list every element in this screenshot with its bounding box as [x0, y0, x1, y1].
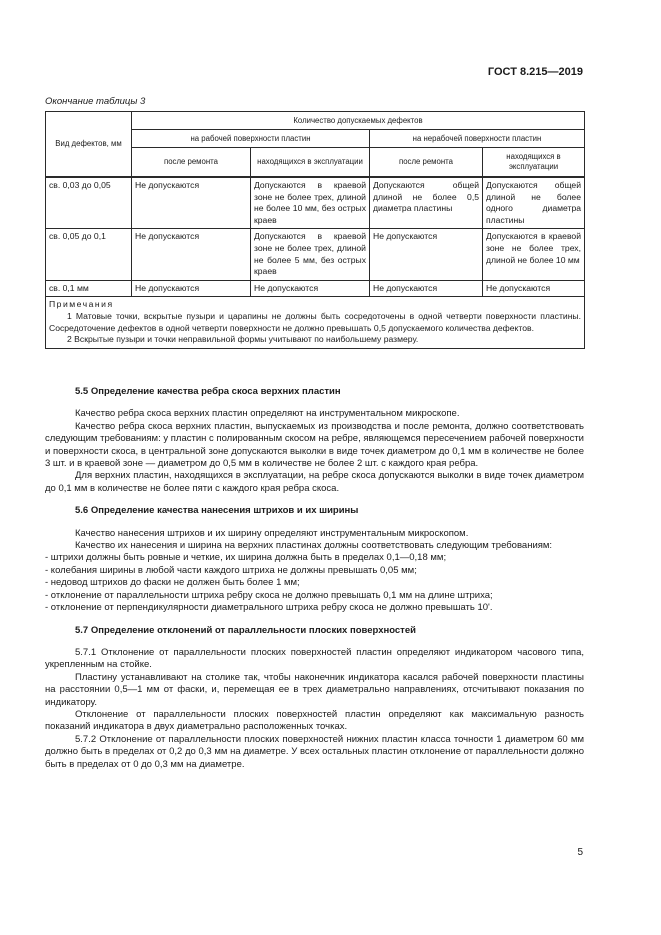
- table-cell: Допускаются общей длиной не более 0,5 диаметра пластины: [370, 177, 483, 229]
- paragraph: Качество нанесения штрихов и их ширину определяют инструментальным микроскопом.: [75, 527, 469, 539]
- header-after-repair: после ремонта: [370, 148, 483, 178]
- paragraph: Качество их нанесения и ширина на верхних пластинах должны соответствовать следующим требованиям:: [75, 540, 553, 552]
- paragraph: Пластину устанавливают на столике так, чтобы наконечник индикатора касался рабочей поверхности пластины на расстоянии 0,5—1 мм от фаски, и, перемещая ее в трех диаметрально направлениях, отсчитывают показания по индикатору.: [45, 671, 584, 708]
- table-cell: Не допускаются: [370, 280, 483, 297]
- paragraph: 5.7.2 Отклонение от параллельности плоских поверхностей нижних пластин класса точности 1 диаметром 60 мм должно быть в пределах от 0,2 до 0,3 мм на диаметре. У всех остальных пластин отклонение от параллельности должно быть в пределах от 0 до 0,3 мм на диаметре.: [45, 733, 584, 770]
- header-defect-type: Вид дефектов, мм: [46, 112, 132, 178]
- table-cell: Не допускаются: [483, 280, 585, 297]
- defects-table: [45, 111, 585, 349]
- paragraph: Для верхних пластин, находящихся в эксплуатации, на ребре скоса допускаются выколки в виде точек диаметром до 0,1 мм в количестве не более пяти с каждого края ребра скоса.: [45, 470, 584, 494]
- notes-heading: Примечания: [49, 299, 114, 310]
- header-in-use: находящихся в эксплуатации: [483, 148, 585, 178]
- table-cell: Не допускаются: [132, 177, 251, 229]
- document-body: [45, 386, 584, 771]
- list-item: - штрихи должны быть ровные и четкие, их ширина должна быть в пределах 0,1—0,18 мм;: [45, 552, 447, 564]
- note-2: 2 Вскрытые пузыри и точки неправильной формы учитывают по наибольшему размеру.: [67, 334, 419, 345]
- table-cell: Допускаются общей длиной не более одного диаметра пластины: [483, 177, 585, 229]
- list-item: - отклонение от параллельности штриха ребру скоса не должно превышать 0,1 мм на длине штриха;: [45, 589, 493, 601]
- section-5-7-title: 5.7 Определение отклонений от параллельности плоских поверхностей: [75, 624, 416, 636]
- paragraph: Отклонение от параллельности плоских поверхностей пластин определяют как максимальную разность показаний индикатора в двух диаметрально расположенных точках.: [45, 708, 584, 733]
- header-nonworking-surface: на нерабочей поверхности пластин: [370, 130, 585, 148]
- list-item: - недовод штрихов до фаски не должен быть более 1 мм;: [45, 577, 300, 589]
- table-cell: Не допускаются: [132, 229, 251, 280]
- table-cell: Не допускаются: [370, 229, 483, 280]
- table-row: [46, 177, 585, 229]
- note-1: 1 Матовые точки, вскрытые пузыри и царапины не должны быть сосредоточены в одной четверти поверхности пластины. Сосредоточение дефектов в одной четверти поверхности не должно превышать 0,5 допускаемого количества дефектов.: [49, 310, 581, 333]
- cell-defect-size: св. 0,03 до 0,05: [46, 177, 132, 229]
- table-row: [46, 280, 585, 297]
- header-in-use: находящихся в эксплуатации: [251, 148, 370, 178]
- table-cell: Допускаются в краевой зоне не более трех, длиной не более 10 мм: [483, 229, 585, 280]
- table-cell: Не допускаются: [132, 280, 251, 297]
- section-5-5-title: 5.5 Определение качества ребра скоса верхних пластин: [75, 386, 341, 397]
- cell-defect-size: св. 0,1 мм: [46, 280, 132, 297]
- page-number: 5: [577, 847, 583, 858]
- table-cell: Не допускаются: [251, 280, 370, 297]
- table-row: [46, 229, 585, 280]
- header-working-surface: на рабочей поверхности пластин: [132, 130, 370, 148]
- section-5-6-title: 5.6 Определение качества нанесения штрихов и их ширины: [75, 505, 359, 517]
- list-item: - колебания ширины в любой части каждого штриха не должны превышать 0,05 мм;: [45, 564, 417, 576]
- document-code: ГОСТ 8.215—2019: [487, 66, 583, 78]
- paragraph: Качество ребра скоса верхних пластин, выпускаемых из производства и после ремонта, должно соответствовать следующим требованиям: у пластин с полированным скосом на ребре, являющемся пересечением рабочей поверхности и поверхности скоса, в центральной зоне допускаются выколки в виде точек диаметром до 0,1 мм в количестве не более 3 шт. и в краевой зоне — диаметром до 0,5 мм в количестве не более 2 шт. с каждого края ребра.: [45, 420, 584, 470]
- list-item: - отклонение от перпендикулярности диаметрального штриха ребру скоса не должно превышать 10'.: [45, 602, 493, 614]
- paragraph: 5.7.1 Отклонение от параллельности плоских поверхностей пластин определяют индикатором часового типа, укрепленным на стойке.: [45, 646, 584, 671]
- header-allowed-count: Количество допускаемых дефектов: [132, 112, 585, 130]
- table-notes: [46, 297, 585, 348]
- table-notes-row: [46, 297, 585, 348]
- table-caption: Окончание таблицы 3: [45, 96, 146, 107]
- cell-defect-size: св. 0,05 до 0,1: [46, 229, 132, 280]
- header-after-repair: после ремонта: [132, 148, 251, 178]
- table-cell: Допускаются в краевой зоне не более трех, длиной не более 5 мм, без острых краев: [251, 229, 370, 280]
- table-header-row: [46, 112, 585, 130]
- table-cell: Допускаются в краевой зоне не более трех, длиной не более 10 мм, без острых краев: [251, 177, 370, 229]
- paragraph: Качество ребра скоса верхних пластин определяют на инструментальном микроскопе.: [75, 408, 460, 420]
